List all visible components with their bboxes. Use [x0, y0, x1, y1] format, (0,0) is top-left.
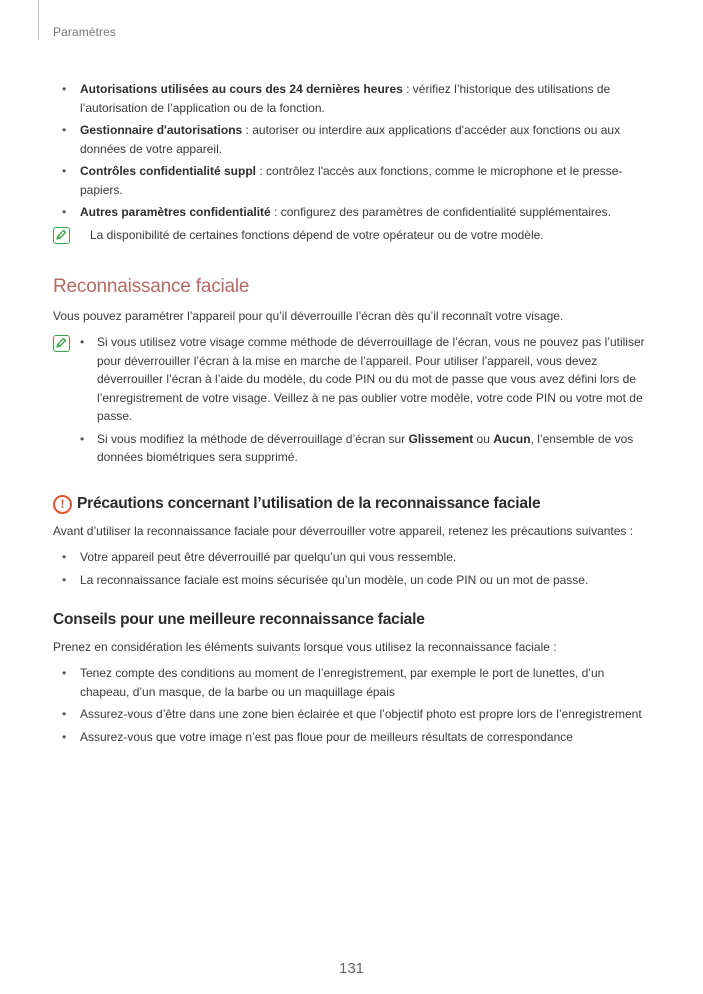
tips-title: Conseils pour une meilleure reconnaissance faciale	[53, 611, 425, 628]
caution-list	[53, 548, 653, 589]
list-item: • Autres paramètres confidentialité : configurez des paramètres de confidentialité supplémentaires.	[53, 203, 653, 222]
list-item: • Assurez-vous d’être dans une zone bien éclairée et que l’objectif photo est propre lors de l’enregistrement	[53, 705, 653, 724]
tips-list	[53, 664, 653, 746]
note-text: La disponibilité de certaines fonctions dépend de votre opérateur ou de votre modèle.	[90, 227, 544, 242]
caution-exclamation-icon: !	[53, 495, 72, 514]
note-list	[80, 333, 653, 471]
page-header: Paramètres	[53, 25, 117, 39]
page-content	[53, 80, 653, 750]
privacy-settings-list	[53, 80, 653, 222]
list-item: • Si vous utilisez votre visage comme méthode de déverrouillage de l’écran, vous ne pouvez pas l’utiliser pour déverrouiller l’écran à la mise en marche de l’appareil. Pour utiliser l’appareil, vous devez déverrouiller l’écran à l’aide du modèle, du code PIN ou du mot de passe que vous avez défini lors de l’enregistrement de votre visage. Veillez à ne pas oublier votre modèle, votre code PIN ou votre mot de passe.	[80, 333, 653, 426]
list-item: • Votre appareil peut être déverrouillé par quelqu’un qui vous ressemble.	[53, 548, 653, 567]
list-item: • Tenez compte des conditions au moment de l’enregistrement, par exemple le port de lunettes, d’un chapeau, d’un masque, de la barbe ou un maquillage épais	[53, 664, 653, 701]
tips-intro: Prenez en considération les éléments suivants lorsque vous utilisez la reconnaissance faciale :	[53, 639, 557, 654]
unlock-note	[53, 333, 653, 471]
page-number: 131	[338, 960, 365, 977]
list-item: • Assurez-vous que votre image n’est pas floue pour de meilleurs résultats de correspondance	[53, 728, 653, 747]
tips-section	[53, 611, 653, 746]
note-pencil-icon	[53, 227, 70, 244]
list-item: • Contrôles confidentialité suppl : contrôlez l'accès aux fonctions, comme le microphone et le presse-papiers.	[53, 162, 653, 199]
section-intro: Vous pouvez paramétrer l’appareil pour qu’il déverrouille l’écran dès qu’il reconnaît votre visage.	[53, 308, 564, 323]
availability-note	[53, 226, 653, 245]
list-item: • Autorisations utilisées au cours des 24 dernières heures : vérifiez l’historique des utilisations de l’autorisation de l’application ou de la fonction.	[53, 80, 653, 117]
caution-title: Précautions concernant l’utilisation de la reconnaissance faciale	[77, 494, 541, 512]
list-item: • La reconnaissance faciale est moins sécurisée qu’un modèle, un code PIN ou un mot de passe.	[53, 571, 653, 590]
list-item: • Gestionnaire d'autorisations : autoriser ou interdire aux applications d'accéder aux fonctions ou aux données de votre appareil.	[53, 121, 653, 158]
caution-heading	[53, 495, 653, 514]
header-divider	[38, 0, 39, 40]
note-pencil-icon	[53, 335, 70, 352]
section-title: Reconnaissance faciale	[53, 276, 250, 297]
caution-intro: Avant d’utiliser la reconnaissance faciale pour déverrouiller votre appareil, retenez les précautions suivantes :	[53, 523, 634, 538]
list-item: • Si vous modifiez la méthode de déverrouillage d’écran sur Glissement ou Aucun, l’ensemble de vos données biométriques sera supprimé.	[80, 430, 653, 467]
